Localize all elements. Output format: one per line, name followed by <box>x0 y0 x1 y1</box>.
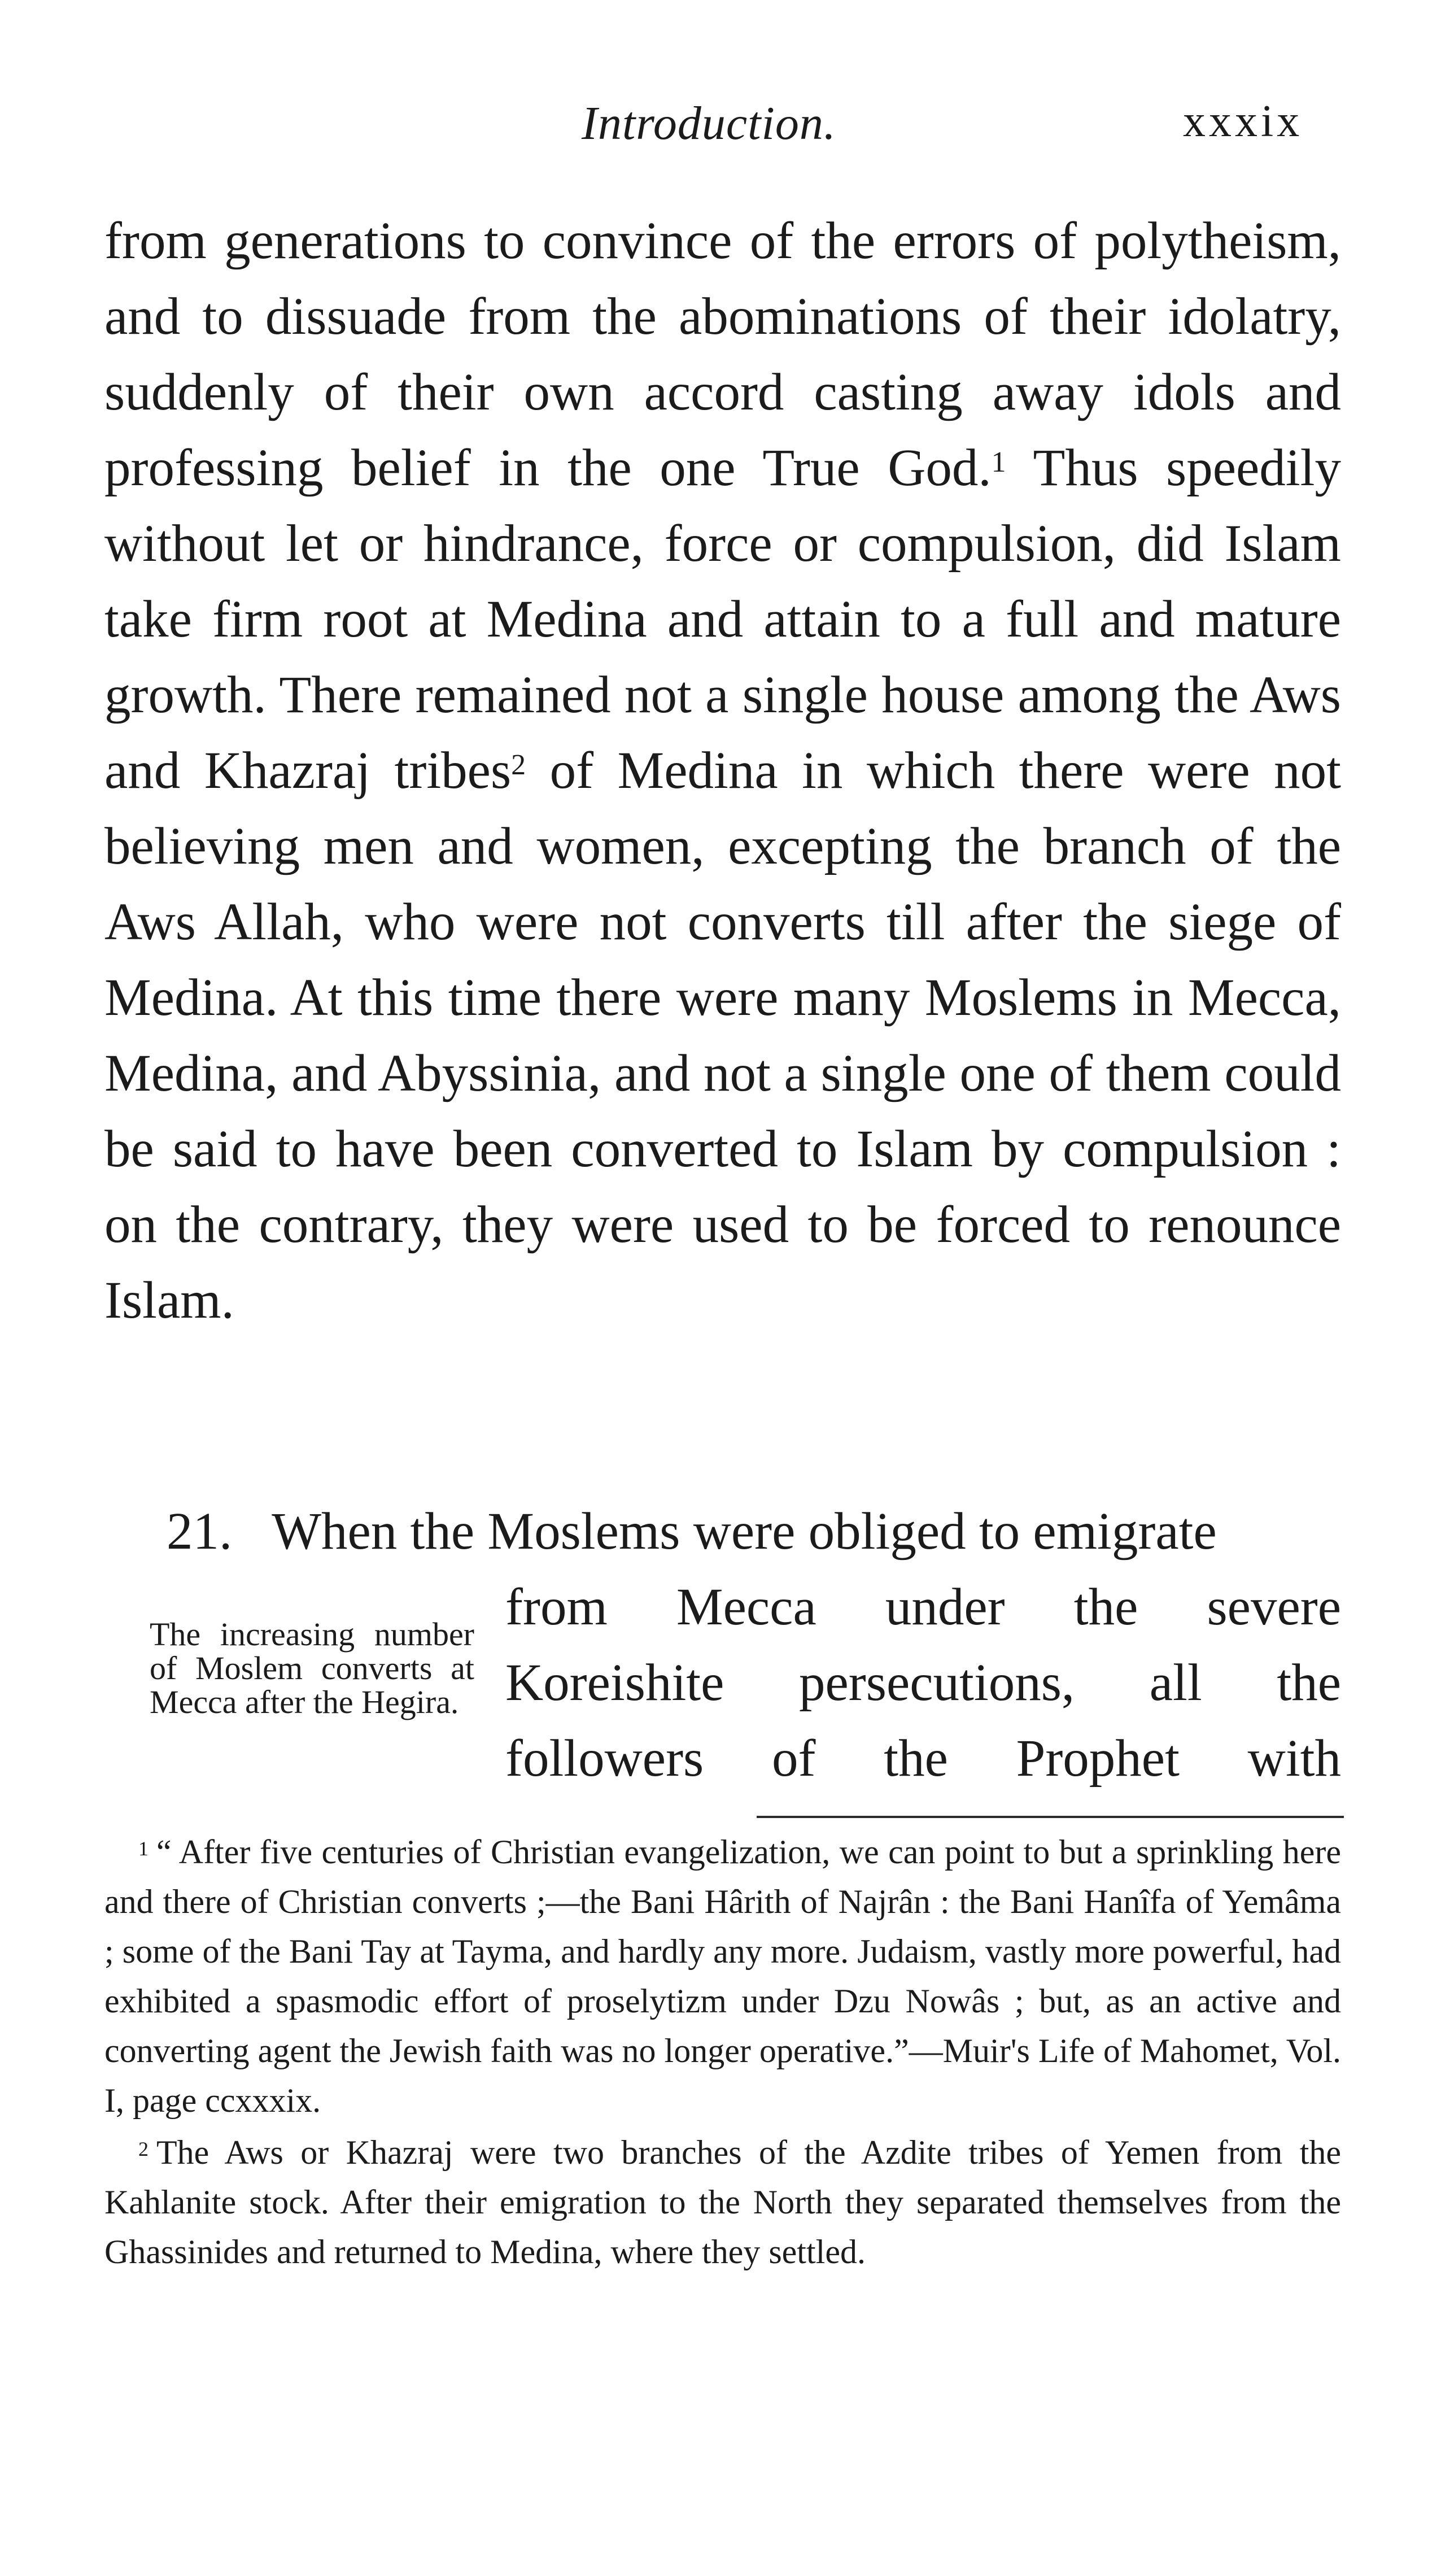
footnote-1 <box>104 1827 1341 2125</box>
footnote-2 <box>104 2128 1341 2277</box>
paragraph-21-line-3: Koreishite persecutions, all the <box>505 1654 1341 1712</box>
paragraph-21-line-2: from Mecca under the severe <box>505 1578 1341 1636</box>
body-text-part-1: from generations to convince of the errors of polytheism, and to dissuade from the abominations of their idolatry, suddenly of their own accord casting away idols and professing belief in the one True God. <box>104 212 1341 497</box>
footnote-2-text: The Aws or Khazraj were two branches of the Azdite tribes of Yemen from the Kahlanite stock. After their emigration to the North they separated themselves from the Ghassinides and returned to Medina, where they settled. <box>104 2134 1341 2270</box>
footnotes <box>104 1827 1341 2279</box>
running-title: Introduction. <box>582 97 836 150</box>
paragraph-21-first-line <box>104 1494 1341 1570</box>
footnote-divider <box>757 1816 1344 1818</box>
footnote-ref-1: 1 <box>991 446 1006 478</box>
footnote-1-text: “ After five centuries of Christian evangelization, we can point to but a sprinkling here and there of Christian converts ;—the Bani Hârith of Najrân : the Bani Hanîfa of Yemâma ; some of the Bani Tay at Tayma, and hardly any more. Judaism, vastly more powerful, had exhibited a spasmodic effort of proselytizm under Dzu Nowâs ; but, as an active and converting agent the Jewish faith was no longer operative.”—Muir's Life of Mahomet, Vol. I, page ccxxxix. <box>104 1833 1341 2119</box>
footnote-1-mark: 1 <box>138 1837 149 1860</box>
footnote-ref-2: 2 <box>511 749 526 781</box>
paragraph-21 <box>104 1494 1341 1797</box>
paragraph-21-line-4: followers of the Prophet with <box>505 1729 1341 1788</box>
body-text-part-3: of Medina in which there were not believing men and women, excepting the branch of the Aws Allah, who were not converts till after the siege of Medina. At this time there were many Moslems in Mecca, Medina, and Abyssinia, and not a single one of them could be said to have been converted to Islam by compulsion : on the contrary, they were used to be forced to renounce Islam. <box>104 742 1341 1330</box>
paragraph-21-row <box>104 1570 1341 1797</box>
margin-sidenote: The increasing number of Moslem converts at Mecca after the Hegira. <box>150 1616 474 1720</box>
paragraph-number: 21. <box>167 1502 233 1561</box>
body-paragraph <box>104 203 1341 1339</box>
paragraph-21-rest <box>505 1570 1341 1797</box>
footnote-2-mark: 2 <box>138 2138 149 2160</box>
page-number: xxxix <box>1183 97 1303 146</box>
paragraph-21-line-1: When the Moslems were obliged to emigrate <box>272 1502 1217 1561</box>
body-text-part-2: Thus speedily without let or hindrance, force or compulsion, did Islam take firm root at Medina and attain to a full and mature growth. There remained not a single house among the Aws and Khazraj tribes <box>104 439 1341 800</box>
